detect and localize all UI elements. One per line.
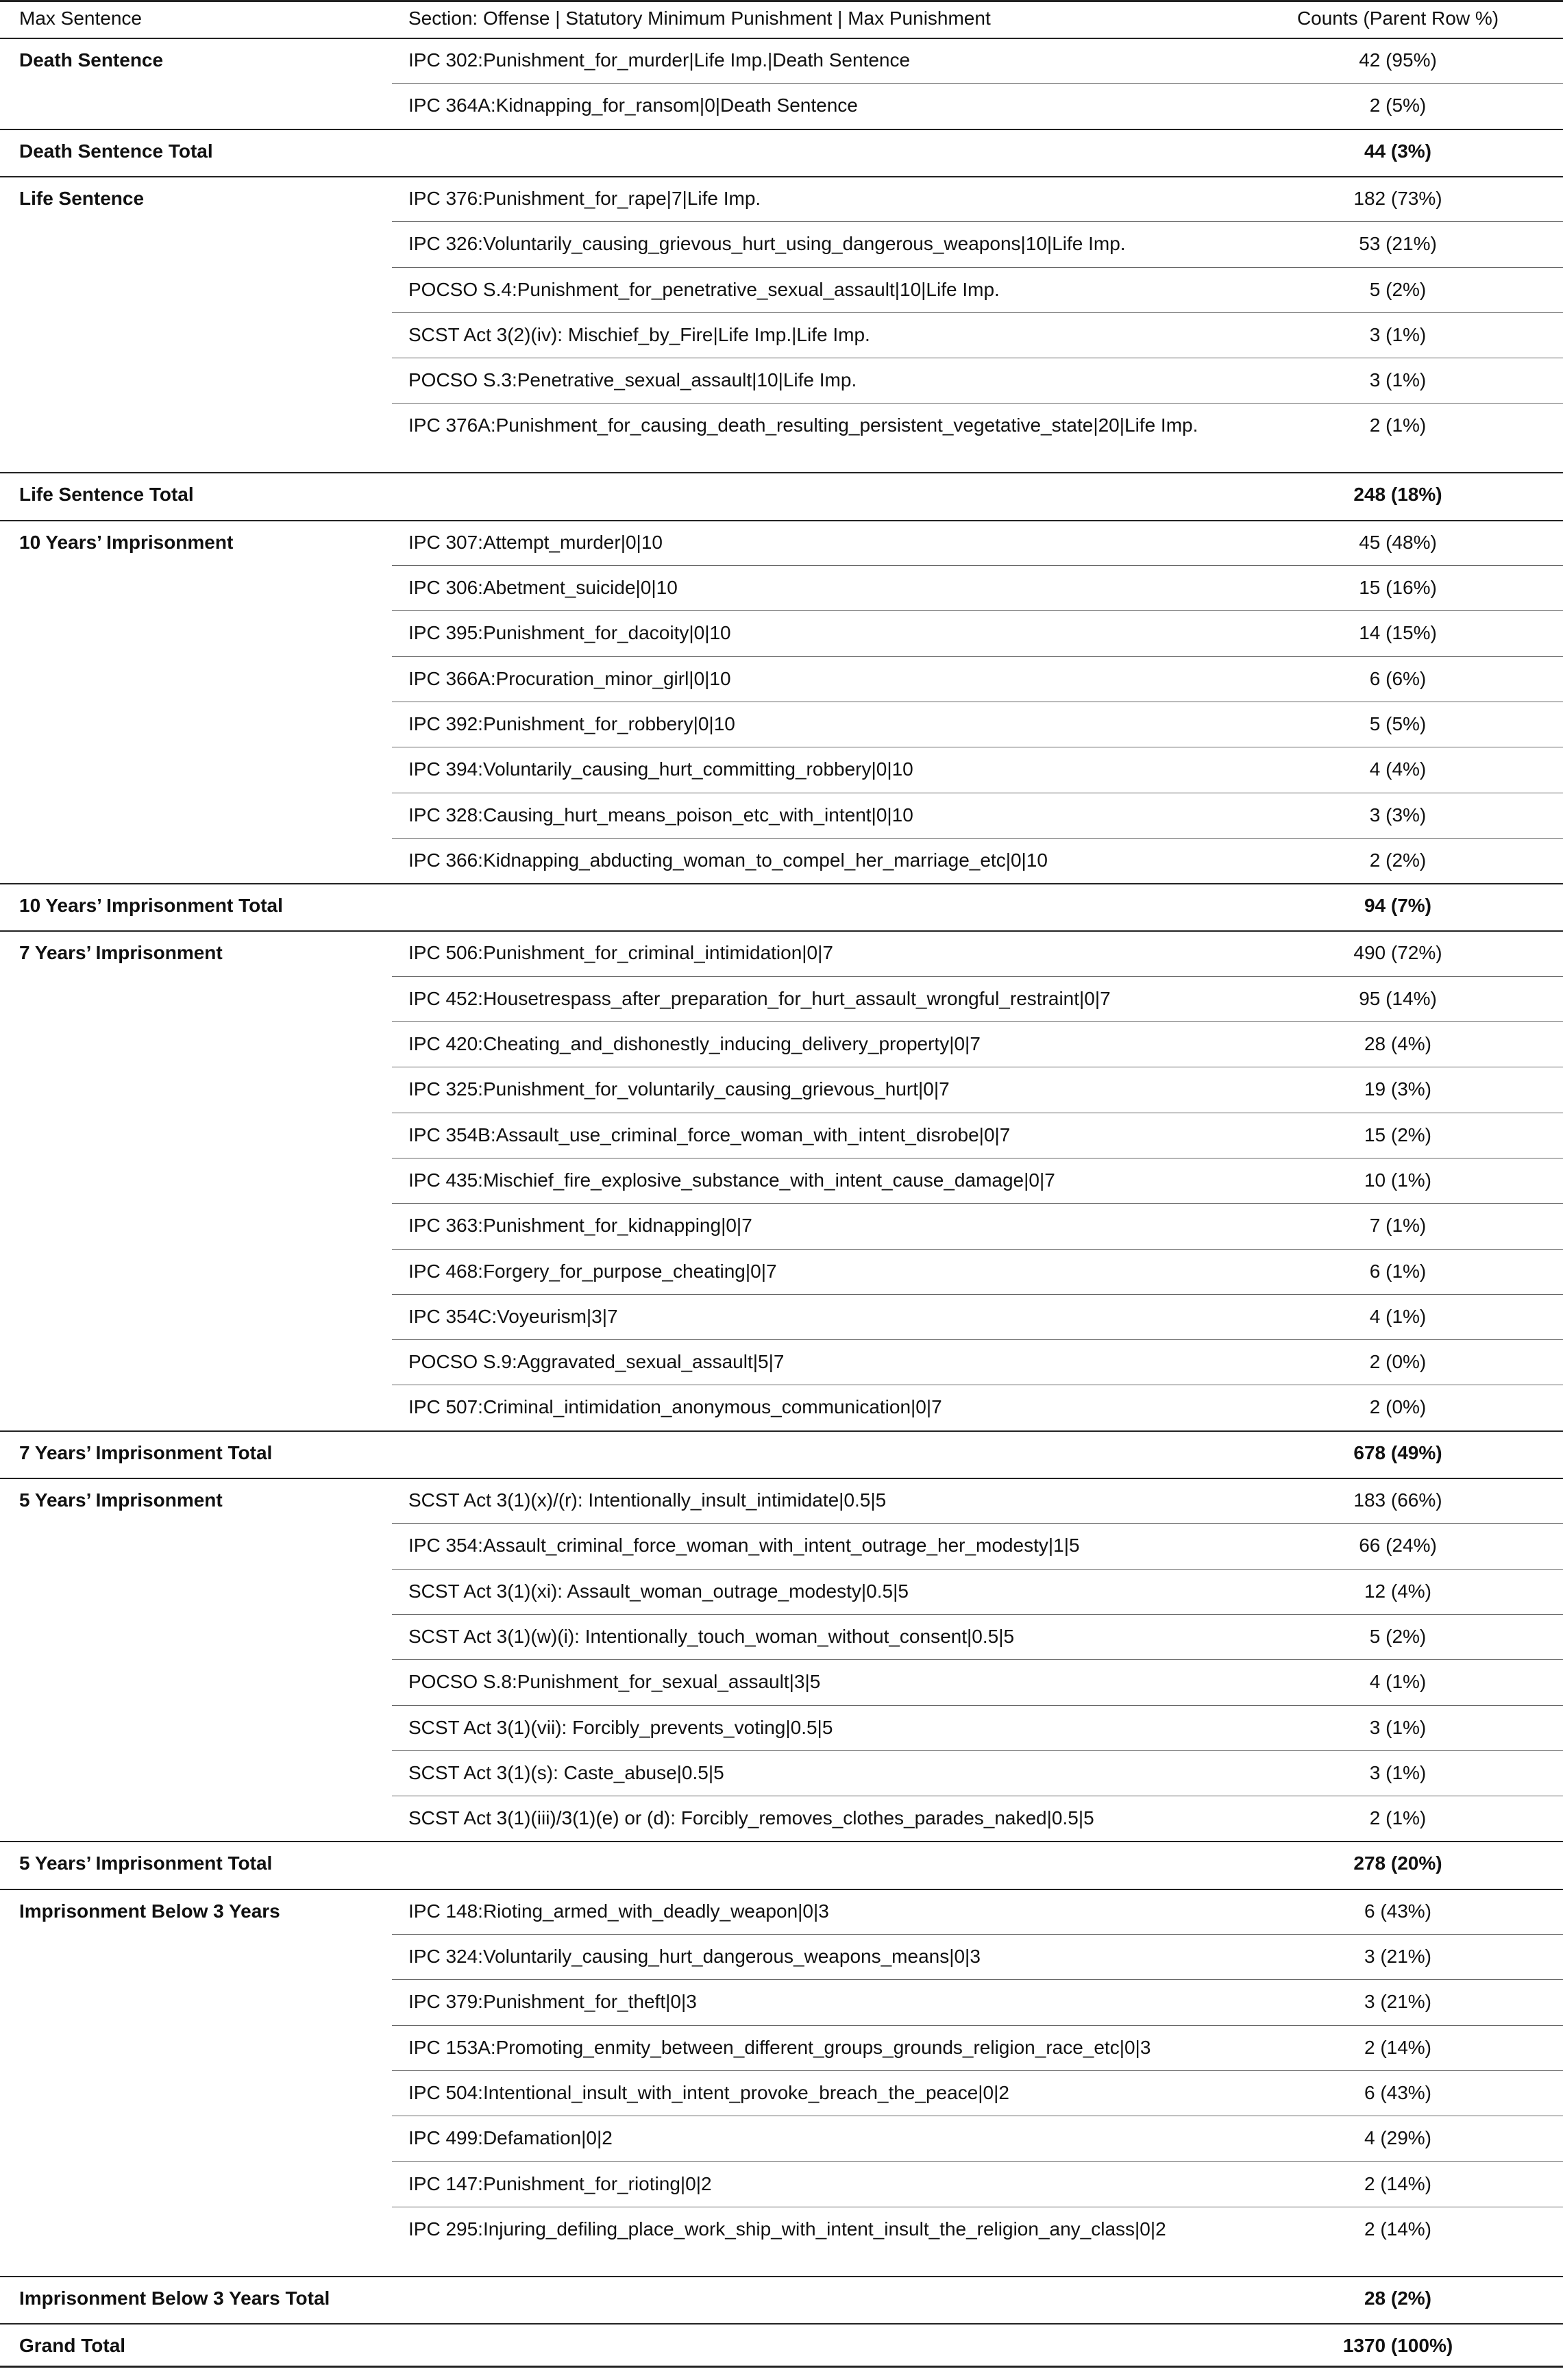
offense-cell: IPC 364A:Kidnapping_for_ransom|0|Death Sentence (408, 95, 858, 116)
row-separator (392, 1569, 1563, 1570)
offense-cell: POCSO S.4:Punishment_for_penetrative_sexual_assault|10|Life Imp. (408, 278, 1000, 300)
offense-cell: SCST Act 3(1)(s): Caste_abuse|0.5|5 (408, 1761, 724, 1783)
grand-total-label: Grand Total (19, 2335, 126, 2357)
count-cell: 53 (21%) (1359, 233, 1437, 255)
count-cell: 15 (16%) (1359, 577, 1437, 598)
total-divider (0, 930, 1563, 932)
offense-cell: IPC 420:Cheating_and_dishonestly_inducing_delivery_property|0|7 (408, 1033, 981, 1054)
count-cell: 5 (2%) (1369, 278, 1427, 300)
offense-cell: IPC 307:Attempt_murder|0|10 (408, 531, 663, 553)
count-cell: 3 (1%) (1369, 369, 1427, 391)
offense-cell: IPC 147:Punishment_for_rioting|0|2 (408, 2172, 712, 2194)
offense-cell: IPC 379:Punishment_for_theft|0|3 (408, 1991, 697, 2013)
header-divider (0, 38, 1563, 39)
count-cell: 2 (14%) (1364, 2172, 1432, 2194)
row-separator (392, 1934, 1563, 1935)
row-separator (392, 1203, 1563, 1204)
offense-cell: IPC 395:Punishment_for_dacoity|0|10 (408, 622, 731, 644)
count-cell: 2 (14%) (1364, 2218, 1432, 2240)
group-divider (0, 883, 1563, 884)
offense-cell: IPC 295:Injuring_defiling_place_work_ship_with_intent_insult_the_religion_any_class|0|2 (408, 2218, 1166, 2240)
offense-cell: POCSO S.3:Penetrative_sexual_assault|10|Life Imp. (408, 369, 857, 391)
offense-cell: POCSO S.8:Punishment_for_sexual_assault|3|5 (408, 1671, 821, 1693)
group-total-value: 678 (49%) (1353, 1441, 1442, 1463)
header-counts: Counts (Parent Row %) (1296, 8, 1499, 29)
row-separator (392, 1705, 1563, 1706)
table-bottom-border (0, 2366, 1563, 2368)
count-cell: 2 (14%) (1364, 2036, 1432, 2058)
group-total-label: Life Sentence Total (19, 484, 194, 506)
total-divider (0, 1889, 1563, 1890)
offense-cell: IPC 504:Intentional_insult_with_intent_provoke_breach_the_peace|0|2 (408, 2081, 1009, 2103)
group-total-value: 278 (20%) (1353, 1852, 1442, 1874)
count-cell: 7 (1%) (1369, 1215, 1427, 1237)
group-label: 10 Years’ Imprisonment (19, 531, 234, 553)
count-cell: 45 (48%) (1359, 531, 1437, 553)
count-cell: 4 (29%) (1364, 2127, 1432, 2149)
offense-cell: IPC 326:Voluntarily_causing_grievous_hurt_using_dangerous_weapons|10|Life Imp. (408, 233, 1126, 255)
group-total-label: 10 Years’ Imprisonment Total (19, 895, 283, 917)
total-divider (0, 1478, 1563, 1479)
group-total-value: 28 (2%) (1364, 2287, 1432, 2309)
row-separator (392, 1294, 1563, 1295)
count-cell: 490 (72%) (1353, 942, 1442, 964)
count-cell: 15 (2%) (1364, 1124, 1432, 1145)
count-cell: 6 (43%) (1364, 2081, 1432, 2103)
offense-cell: SCST Act 3(2)(iv): Mischief_by_Fire|Life Imp.|Life Imp. (408, 323, 870, 345)
count-cell: 28 (4%) (1364, 1033, 1432, 1054)
header-max-sentence: Max Sentence (19, 8, 142, 29)
offense-cell: IPC 506:Punishment_for_criminal_intimidation|0|7 (408, 942, 833, 964)
group-divider (0, 472, 1563, 473)
offense-cell: SCST Act 3(1)(iii)/3(1)(e) or (d): Forcibly_removes_clothes_parades_naked|0.5|5 (408, 1807, 1094, 1829)
count-cell: 3 (3%) (1369, 804, 1427, 826)
row-separator (392, 1523, 1563, 1524)
count-cell: 95 (14%) (1359, 987, 1437, 1009)
row-separator (392, 838, 1563, 839)
group-label: Life Sentence (19, 187, 145, 209)
offense-cell: IPC 148:Rioting_armed_with_deadly_weapon|0|3 (408, 1900, 829, 1922)
offense-cell: IPC 354C:Voyeurism|3|7 (408, 1305, 618, 1327)
row-separator (392, 1979, 1563, 1980)
group-total-label: 5 Years’ Imprisonment Total (19, 1852, 273, 1874)
total-divider (0, 520, 1563, 521)
count-cell: 19 (3%) (1364, 1078, 1432, 1100)
offense-cell: IPC 468:Forgery_for_purpose_cheating|0|7 (408, 1260, 777, 1282)
count-cell: 66 (24%) (1359, 1535, 1437, 1557)
offense-cell: IPC 499:Defamation|0|2 (408, 2127, 613, 2149)
grand-total-value: 1370 (100%) (1342, 2335, 1453, 2357)
count-cell: 3 (1%) (1369, 1761, 1427, 1783)
group-divider (0, 1430, 1563, 1432)
offense-cell: IPC 324:Voluntarily_causing_hurt_dangerous_weapons_means|0|3 (408, 1946, 981, 1967)
offense-cell: IPC 366A:Procuration_minor_girl|0|10 (408, 667, 731, 689)
group-divider (0, 2276, 1563, 2277)
row-separator (392, 312, 1563, 313)
row-separator (392, 1614, 1563, 1615)
count-cell: 2 (0%) (1369, 1351, 1427, 1373)
total-divider (0, 176, 1563, 177)
offense-cell: IPC 306:Abetment_suicide|0|10 (408, 577, 678, 598)
count-cell: 6 (43%) (1364, 1900, 1432, 1922)
count-cell: 183 (66%) (1353, 1489, 1442, 1511)
group-total-value: 94 (7%) (1364, 895, 1432, 917)
row-separator (392, 221, 1563, 222)
offense-cell: IPC 354:Assault_criminal_force_woman_with_intent_outrage_her_modesty|1|5 (408, 1535, 1080, 1557)
group-divider (0, 1841, 1563, 1842)
group-divider (0, 129, 1563, 130)
group-label: Death Sentence (19, 49, 164, 71)
row-separator (392, 565, 1563, 566)
offense-cell: IPC 394:Voluntarily_causing_hurt_committing_robbery|0|10 (408, 758, 913, 780)
row-separator (392, 976, 1563, 977)
group-label: Imprisonment Below 3 Years (19, 1900, 280, 1922)
count-cell: 4 (4%) (1369, 758, 1427, 780)
count-cell: 3 (1%) (1369, 1716, 1427, 1738)
table-top-border (0, 0, 1563, 2)
count-cell: 10 (1%) (1364, 1169, 1432, 1191)
offense-cell: SCST Act 3(1)(xi): Assault_woman_outrage_modesty|0.5|5 (408, 1580, 909, 1602)
group-total-value: 248 (18%) (1353, 484, 1442, 506)
count-cell: 4 (1%) (1369, 1671, 1427, 1693)
row-separator (392, 656, 1563, 657)
offense-cell: IPC 153A:Promoting_enmity_between_different_groups_grounds_religion_race_etc|0|3 (408, 2036, 1151, 2058)
count-cell: 2 (5%) (1369, 95, 1427, 116)
count-cell: 2 (0%) (1369, 1396, 1427, 1418)
offense-cell: IPC 328:Causing_hurt_means_poison_etc_with_intent|0|10 (408, 804, 913, 826)
count-cell: 2 (1%) (1369, 1807, 1427, 1829)
offense-cell: IPC 363:Punishment_for_kidnapping|0|7 (408, 1215, 752, 1237)
count-cell: 42 (95%) (1359, 49, 1437, 71)
count-cell: 6 (1%) (1369, 1260, 1427, 1282)
row-separator (392, 1750, 1563, 1751)
row-separator (392, 403, 1563, 404)
offense-cell: IPC 302:Punishment_for_murder|Life Imp.|Death Sentence (408, 49, 911, 71)
offense-cell: IPC 435:Mischief_fire_explosive_substance_with_intent_cause_damage|0|7 (408, 1169, 1055, 1191)
count-cell: 4 (1%) (1369, 1305, 1427, 1327)
row-separator (392, 1659, 1563, 1660)
offense-cell: IPC 376:Punishment_for_rape|7|Life Imp. (408, 187, 761, 209)
group-label: 7 Years’ Imprisonment (19, 942, 223, 964)
count-cell: 3 (21%) (1364, 1946, 1432, 1967)
count-cell: 5 (5%) (1369, 712, 1427, 734)
count-cell: 14 (15%) (1359, 622, 1437, 644)
offense-cell: IPC 507:Criminal_intimidation_anonymous_communication|0|7 (408, 1396, 942, 1418)
offense-cell: POCSO S.9:Aggravated_sexual_assault|5|7 (408, 1351, 785, 1373)
count-cell: 12 (4%) (1364, 1580, 1432, 1602)
row-separator (392, 610, 1563, 611)
count-cell: 2 (1%) (1369, 414, 1427, 436)
count-cell: 6 (6%) (1369, 667, 1427, 689)
header-section-offense: Section: Offense | Statutory Minimum Punishment | Max Punishment (408, 8, 991, 29)
group-label: 5 Years’ Imprisonment (19, 1489, 223, 1511)
offense-cell: IPC 376A:Punishment_for_causing_death_resulting_persistent_vegetative_state|20|Life Imp. (408, 414, 1198, 436)
row-separator (392, 1339, 1563, 1340)
row-separator (392, 2161, 1563, 2162)
offense-cell: IPC 452:Housetrespass_after_preparation_for_hurt_assault_wrongful_restraint|0|7 (408, 987, 1111, 1009)
offense-cell: IPC 366:Kidnapping_abducting_woman_to_compel_her_marriage_etc|0|10 (408, 849, 1048, 871)
offense-cell: SCST Act 3(1)(w)(i): Intentionally_touch_woman_without_consent|0.5|5 (408, 1625, 1015, 1647)
total-divider (0, 2323, 1563, 2325)
offense-cell: IPC 392:Punishment_for_robbery|0|10 (408, 712, 735, 734)
group-total-label: Death Sentence Total (19, 140, 213, 162)
count-cell: 182 (73%) (1353, 187, 1442, 209)
row-separator (392, 2070, 1563, 2071)
count-cell: 3 (1%) (1369, 323, 1427, 345)
row-separator (392, 1249, 1563, 1250)
group-total-label: Imprisonment Below 3 Years Total (19, 2287, 330, 2309)
offense-cell: SCST Act 3(1)(vii): Forcibly_prevents_voting|0.5|5 (408, 1716, 833, 1738)
offense-cell: IPC 325:Punishment_for_voluntarily_causing_grievous_hurt|0|7 (408, 1078, 950, 1100)
row-separator (392, 267, 1563, 268)
row-separator (392, 2025, 1563, 2026)
group-total-label: 7 Years’ Imprisonment Total (19, 1441, 273, 1463)
count-cell: 3 (21%) (1364, 1991, 1432, 2013)
group-total-value: 44 (3%) (1364, 140, 1432, 162)
count-cell: 2 (2%) (1369, 849, 1427, 871)
row-separator (392, 1021, 1563, 1022)
offense-cell: SCST Act 3(1)(x)/(r): Intentionally_insult_intimidate|0.5|5 (408, 1489, 887, 1511)
row-separator (392, 83, 1563, 84)
offense-cell: IPC 354B:Assault_use_criminal_force_woman_with_intent_disrobe|0|7 (408, 1124, 1011, 1145)
count-cell: 5 (2%) (1369, 1625, 1427, 1647)
